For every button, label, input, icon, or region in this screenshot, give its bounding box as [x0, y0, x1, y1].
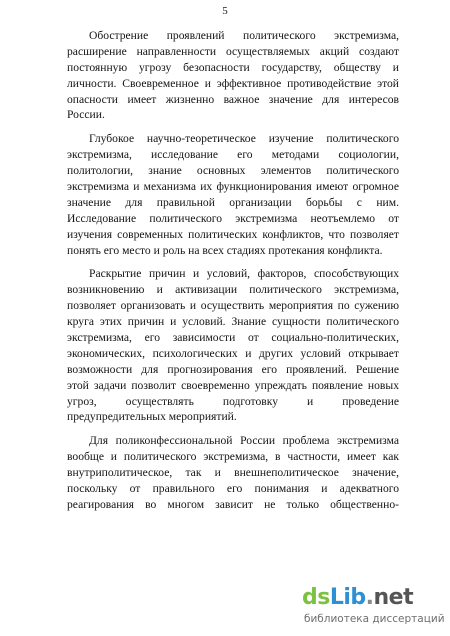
text-line: расширение направленности осуществляемых акций создают	[67, 44, 399, 58]
text-line: политологии, знание основных элементов политического	[67, 164, 399, 178]
text-line: этой задачи позволит своевременно упреждать появление новых	[67, 378, 399, 392]
page-number: 5	[222, 5, 228, 17]
text-line: позволяет организовать и осуществить мероприятия по сужению	[67, 299, 399, 313]
body-text	[67, 28, 399, 513]
text-line: круга этих причин и условий. Знание сущности политического	[67, 315, 399, 329]
text-line: возникновению и активизации политического экстремизма,	[67, 283, 399, 297]
text-line: поскольку от правильного его понимания и адекватного	[67, 482, 399, 496]
logo-lib: Lib	[329, 585, 366, 610]
paragraph	[67, 28, 399, 123]
dslib-logo[interactable]	[302, 586, 413, 610]
text-line: личности. Своевременное и эффективное противодействие этой	[67, 76, 399, 90]
text-line: предупредительных мероприятий.	[67, 410, 237, 424]
text-line: внутриполитическое, так и внешнеполитическое значение,	[67, 466, 399, 480]
text-line: возможности для прогнозирования его проявлений. Решение	[67, 362, 399, 376]
text-line: экстремизма и механизма их функционирования имеют огромное	[67, 180, 399, 194]
text-line: России.	[67, 108, 105, 122]
text-line: экономических, психологических и других условий открывает	[67, 346, 399, 360]
text-line: реагирования во многом зависит не только общественно-	[67, 497, 399, 511]
paragraph	[67, 433, 399, 512]
text-line: значение для правильной организации борьбы с ним.	[67, 195, 399, 209]
text-line: постоянную угрозу безопасности государству, обществу и	[67, 60, 399, 74]
logo-net: net	[373, 585, 414, 610]
text-line: экстремизма, его зависимости от социально-политических,	[67, 331, 399, 345]
dslib-tagline: библиотека диссертаций	[304, 613, 445, 625]
text-line: Раскрытие причин и условий, факторов, способствующих	[89, 267, 399, 281]
text-line: Для поликонфессиональной России проблема экстремизма	[89, 434, 399, 448]
dslib-watermark[interactable]	[302, 585, 445, 628]
text-line: угроз, осуществлять подготовку и проведение	[67, 394, 399, 408]
text-line: понять его место и роль на всех стадиях протекания конфликта.	[67, 243, 383, 257]
text-line: изучения современных политических конфликтов, что позволяет	[67, 227, 399, 241]
text-line: опасности имеет жизненно важное значение для интересов	[67, 92, 399, 106]
paragraph	[67, 266, 399, 425]
logo-dot: .	[365, 585, 374, 610]
logo-ds: ds	[302, 585, 330, 610]
text-line: вообще и политического экстремизма, в частности, имеет как	[67, 450, 399, 464]
text-line: Глубокое научно-теоретическое изучение политического	[89, 132, 399, 146]
text-line: Исследование политического экстремизма неотъемлемо от	[67, 211, 399, 225]
text-line: экстремизма, исследование его методами социологии,	[67, 148, 399, 162]
paragraph	[67, 131, 399, 258]
text-line: Обострение проявлений политического экстремизма,	[89, 29, 399, 42]
